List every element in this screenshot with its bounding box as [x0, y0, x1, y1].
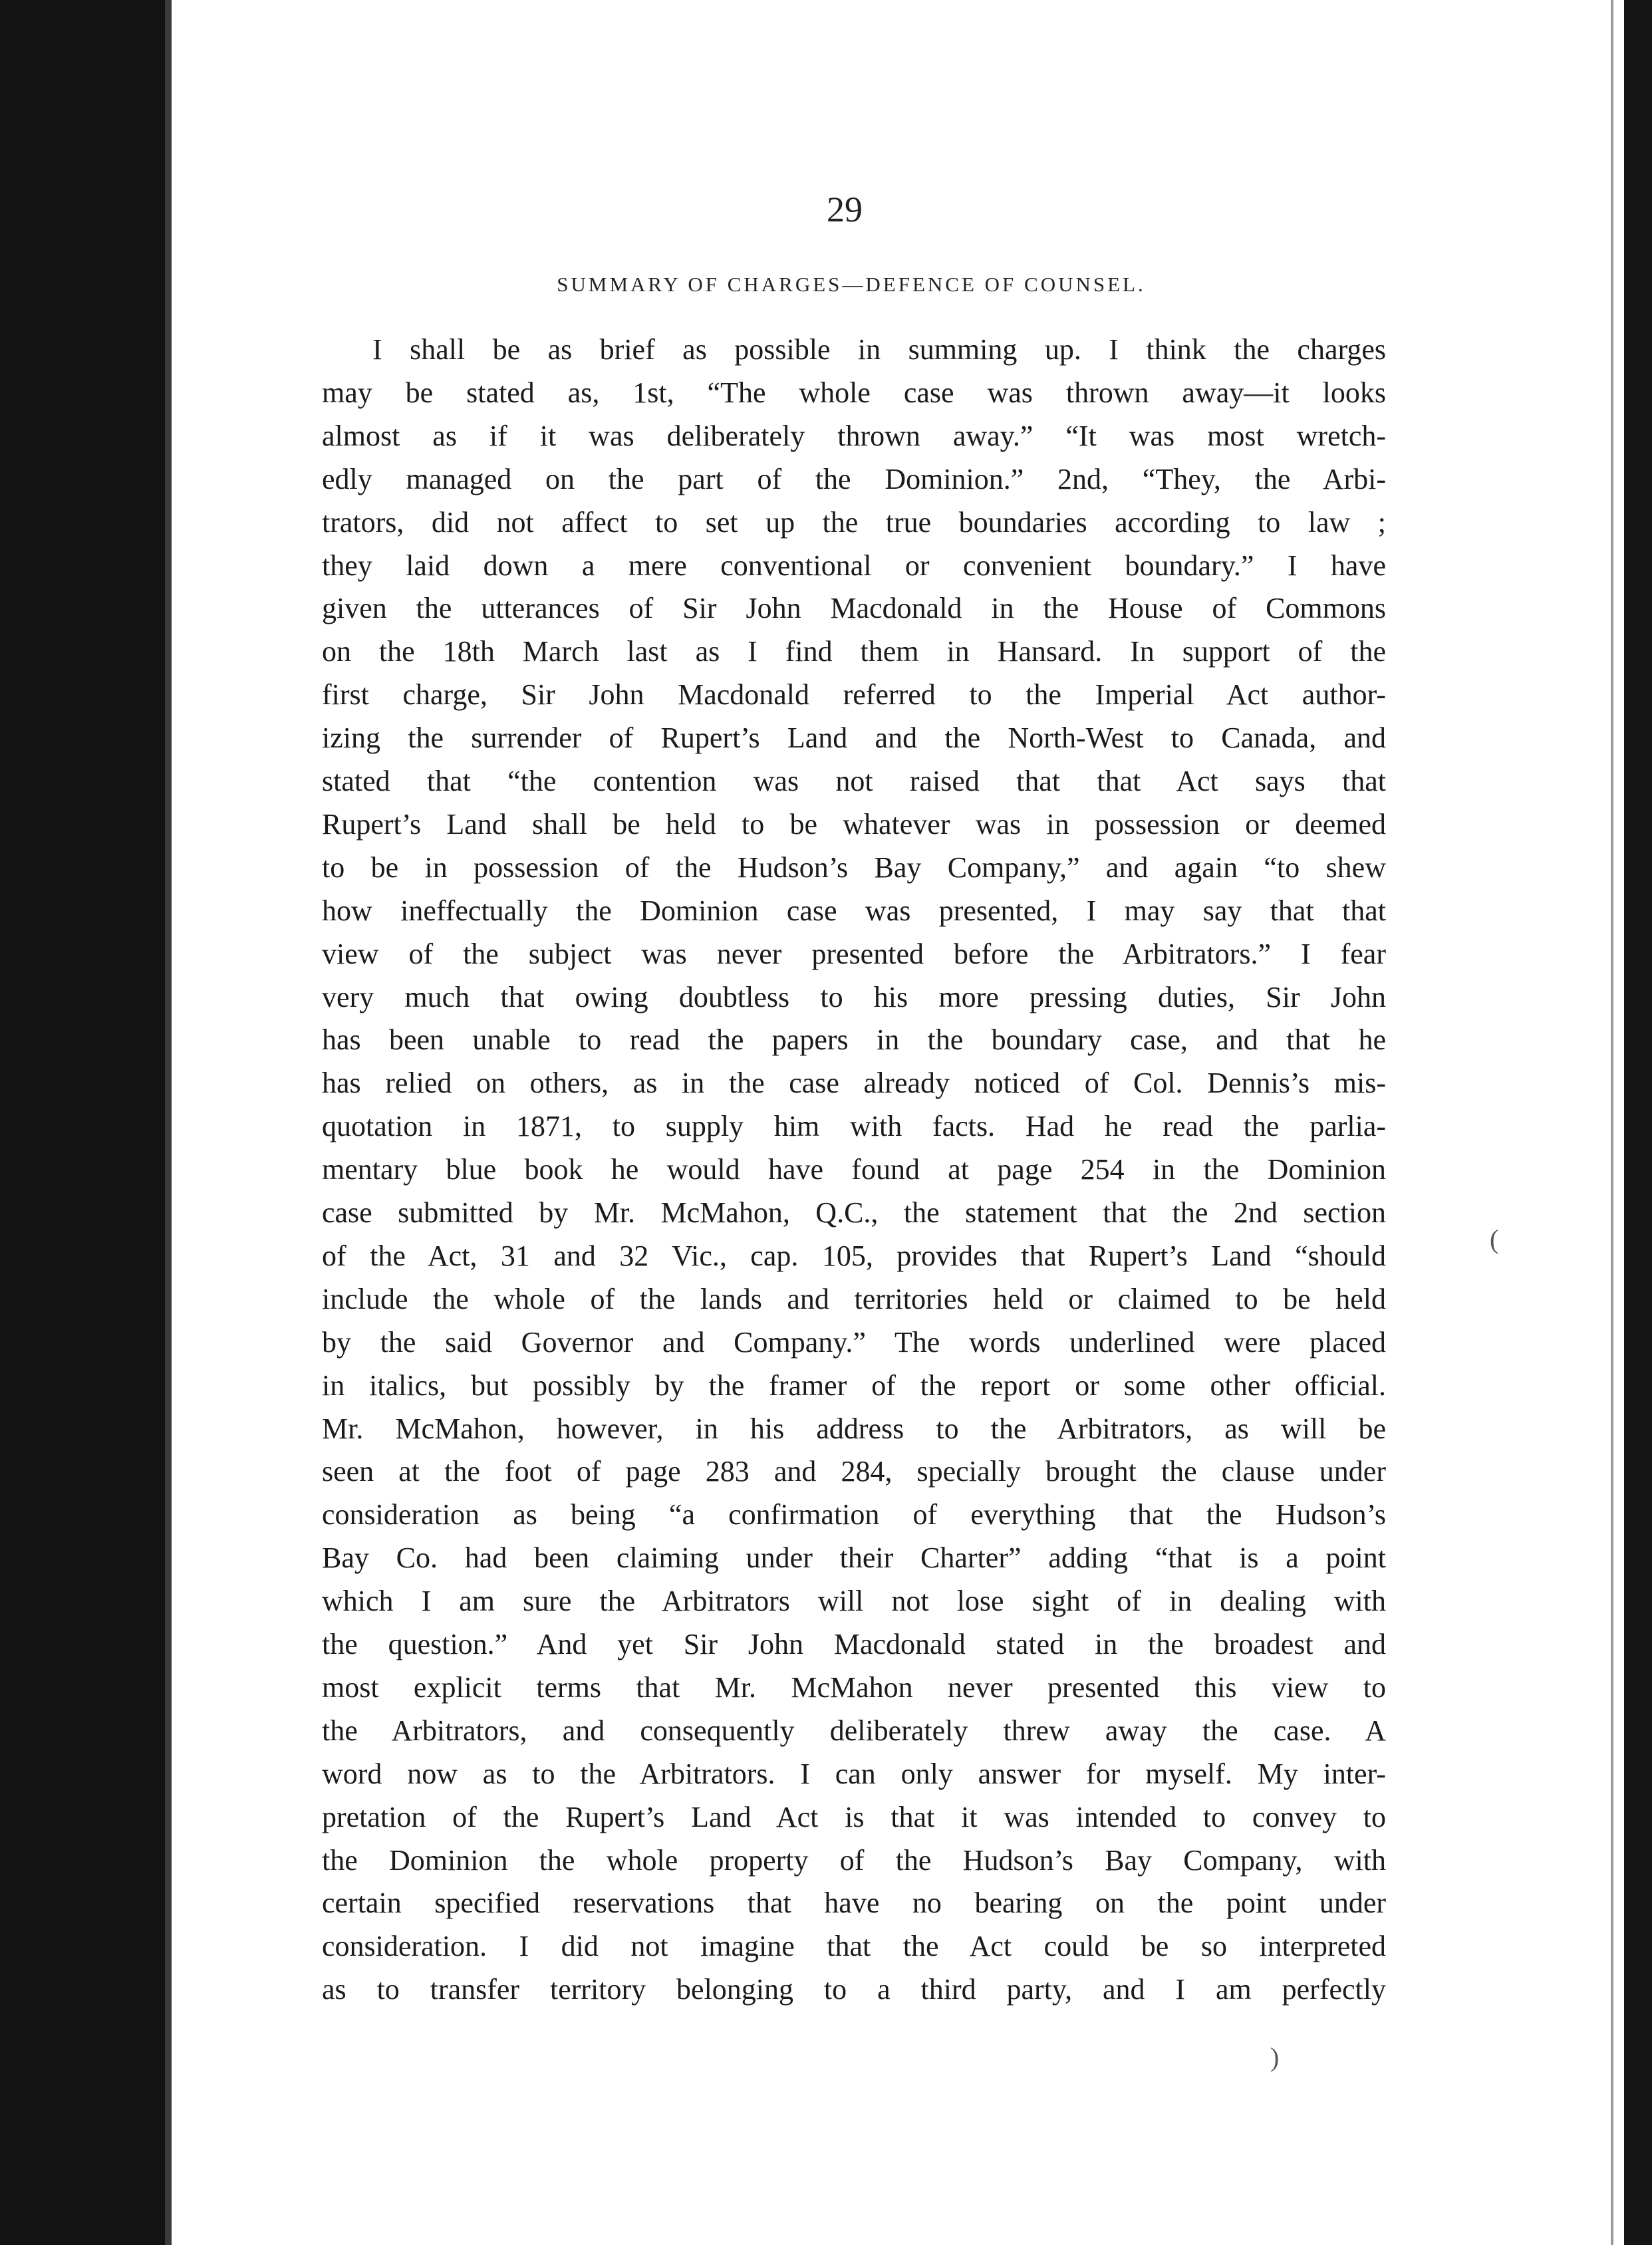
- page-number: 29: [827, 190, 863, 229]
- text-line: the Dominion the whole property of the Hudson’s Bay Company, with: [322, 1844, 1386, 1877]
- text-line: I shall be as brief as possible in summing up. I think the charges: [372, 333, 1386, 366]
- text-line: Bay Co. had been claiming under their Charter” adding “that is a point: [322, 1541, 1386, 1574]
- text-line: edly managed on the part of the Dominion.” 2nd, “They, the Arbi-: [322, 463, 1386, 495]
- margin-mark: ): [1270, 2042, 1280, 2072]
- text-line: very much that owing doubtless to his more pressing duties, Sir John: [322, 981, 1386, 1013]
- text-line: seen at the foot of page 283 and 284, specially brought the clause under: [322, 1455, 1386, 1488]
- text-line: Rupert’s Land shall be held to be whatever was in possession or deemed: [322, 808, 1386, 841]
- margin-mark: (: [1490, 1224, 1499, 1254]
- text-line: include the whole of the lands and territories held or claimed to be held: [322, 1283, 1386, 1315]
- text-line: on the 18th March last as I find them in Hansard. In support of the: [322, 635, 1386, 668]
- scan-right-margin-line: [1611, 0, 1613, 2245]
- text-line: in italics, but possibly by the framer of the report or some other official.: [322, 1369, 1386, 1402]
- text-line: consideration. I did not imagine that the Act could be so interpreted: [322, 1930, 1386, 1962]
- text-line: stated that “the contention was not raised that that Act says that: [322, 765, 1386, 797]
- text-line: of the Act, 31 and 32 Vic., cap. 105, provides that Rupert’s Land “should: [322, 1240, 1386, 1272]
- text-line: to be in possession of the Hudson’s Bay Company,” and again “to shew: [322, 851, 1386, 884]
- text-line: consideration as being “a confirmation of everything that the Hudson’s: [322, 1498, 1386, 1531]
- scan-left-edge-shadow: [165, 0, 172, 2245]
- text-line: case submitted by Mr. McMahon, Q.C., the statement that the 2nd section: [322, 1196, 1386, 1229]
- text-line: word now as to the Arbitrators. I can only answer for myself. My inter-: [322, 1758, 1386, 1790]
- text-line: almost as if it was deliberately thrown away.” “It was most wretch-: [322, 420, 1386, 452]
- text-line: by the said Governor and Company.” The words underlined were placed: [322, 1326, 1386, 1359]
- text-line: view of the subject was never presented before the Arbitrators.” I fear: [322, 938, 1386, 970]
- text-line: pretation of the Rupert’s Land Act is that it was intended to convey to: [322, 1801, 1386, 1833]
- text-line: has relied on others, as in the case already noticed of Col. Dennis’s mis-: [322, 1067, 1386, 1099]
- text-line: which I am sure the Arbitrators will not lose sight of in dealing with: [322, 1585, 1386, 1617]
- text-line: certain specified reservations that have no bearing on the point under: [322, 1887, 1386, 1919]
- scan-left-edge: [0, 0, 165, 2245]
- text-line: how ineffectually the Dominion case was presented, I may say that that: [322, 894, 1386, 927]
- text-line: Mr. McMahon, however, in his address to the Arbitrators, as will be: [322, 1412, 1386, 1445]
- text-line: izing the surrender of Rupert’s Land and the North-West to Canada, and: [322, 722, 1386, 754]
- text-line: given the utterances of Sir John Macdonald in the House of Commons: [322, 592, 1386, 624]
- section-heading: SUMMARY OF CHARGES—DEFENCE OF COUNSEL.: [557, 273, 1146, 296]
- text-line: has been unable to read the papers in the boundary case, and that he: [322, 1023, 1386, 1056]
- text-line: first charge, Sir John Macdonald referred to the Imperial Act author-: [322, 678, 1386, 711]
- text-line: the question.” And yet Sir John Macdonald stated in the broadest and: [322, 1628, 1386, 1660]
- text-line: may be stated as, 1st, “The whole case was thrown away—it looks: [322, 376, 1386, 409]
- text-line: quotation in 1871, to supply him with facts. Had he read the parlia-: [322, 1110, 1386, 1142]
- text-line: mentary blue book he would have found at page 254 in the Dominion: [322, 1153, 1386, 1186]
- text-line: most explicit terms that Mr. McMahon never presented this view to: [322, 1671, 1386, 1704]
- text-line: trators, did not affect to set up the true boundaries according to law ;: [322, 506, 1386, 539]
- text-line: the Arbitrators, and consequently deliberately threw away the case. A: [322, 1714, 1386, 1747]
- scan-right-edge: [1624, 0, 1652, 2245]
- text-line: they laid down a mere conventional or convenient boundary.” I have: [322, 549, 1386, 582]
- text-line: as to transfer territory belonging to a third party, and I am perfectly: [322, 1973, 1386, 2006]
